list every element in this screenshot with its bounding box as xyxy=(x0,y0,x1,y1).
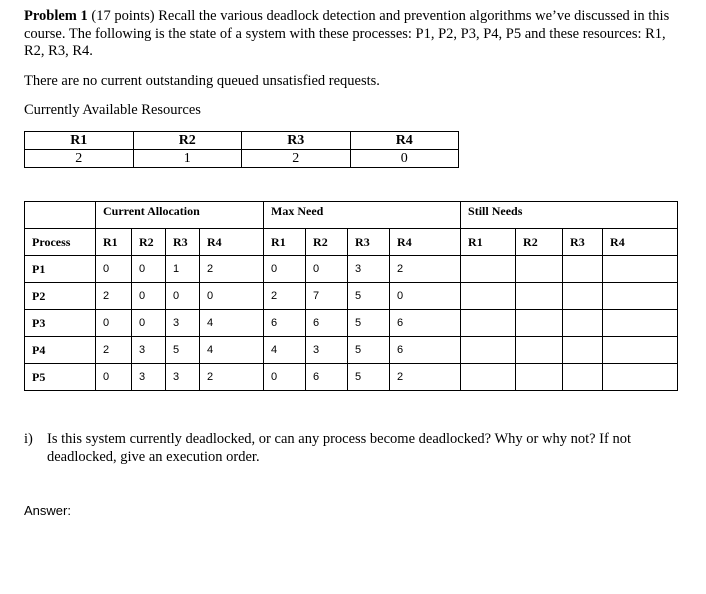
table-row xyxy=(25,283,678,310)
still-needs-r2-header: R2 xyxy=(516,229,563,256)
still-needs-r1-header: R1 xyxy=(461,229,516,256)
allocation-cell: 3 xyxy=(132,337,166,364)
still-needs-input-cell[interactable] xyxy=(516,364,563,391)
still-needs-r3-header: R3 xyxy=(563,229,603,256)
available-value-r4: 0 xyxy=(350,150,459,168)
still-needs-input-cell[interactable] xyxy=(516,310,563,337)
max-need-cell: 5 xyxy=(348,364,390,391)
process-group-spacer xyxy=(25,202,96,229)
still-needs-input-cell[interactable] xyxy=(603,283,678,310)
still-needs-input-cell[interactable] xyxy=(563,256,603,283)
max-need-r3-header: R3 xyxy=(348,229,390,256)
still-needs-input-cell[interactable] xyxy=(516,283,563,310)
still-needs-input-cell[interactable] xyxy=(516,337,563,364)
available-resources-table xyxy=(24,131,459,168)
allocation-cell: 0 xyxy=(132,310,166,337)
no-requests-note: There are no current outstanding queued unsatisfied requests. xyxy=(24,73,380,89)
available-heading: Currently Available Resources xyxy=(24,102,201,118)
max-need-cell: 0 xyxy=(264,364,306,391)
available-value-r1: 2 xyxy=(25,150,134,168)
still-needs-input-cell[interactable] xyxy=(603,256,678,283)
still-needs-input-cell[interactable] xyxy=(461,364,516,391)
allocation-cell: 4 xyxy=(200,337,264,364)
still-needs-group-header: Still Needs xyxy=(461,202,678,229)
allocation-cell: 2 xyxy=(96,337,132,364)
table-row xyxy=(25,310,678,337)
max-need-cell: 6 xyxy=(306,364,348,391)
allocation-r2-header: R2 xyxy=(132,229,166,256)
process-name-cell: P1 xyxy=(25,256,96,283)
max-need-cell: 3 xyxy=(348,256,390,283)
problem-title: Problem 1 xyxy=(24,8,88,24)
max-need-cell: 0 xyxy=(264,256,306,283)
question-text: Is this system currently deadlocked, or can any process become deadlocked? Why or why not? If not deadlocked, give an execution order. xyxy=(47,431,631,465)
max-need-r2-header: R2 xyxy=(306,229,348,256)
still-needs-input-cell[interactable] xyxy=(563,310,603,337)
still-needs-input-cell[interactable] xyxy=(461,283,516,310)
still-needs-input-cell[interactable] xyxy=(563,337,603,364)
max-need-cell: 0 xyxy=(306,256,348,283)
table-row xyxy=(25,256,678,283)
available-value-row xyxy=(25,150,459,168)
allocation-cell: 0 xyxy=(132,256,166,283)
allocation-r1-header: R1 xyxy=(96,229,132,256)
allocation-cell: 2 xyxy=(96,283,132,310)
allocation-cell: 3 xyxy=(166,364,200,391)
available-header-r3: R3 xyxy=(242,132,351,150)
allocation-cell: 2 xyxy=(200,256,264,283)
process-name-cell: P4 xyxy=(25,337,96,364)
max-need-r4-header: R4 xyxy=(390,229,461,256)
allocation-group-header: Current Allocation xyxy=(96,202,264,229)
max-need-cell: 5 xyxy=(348,283,390,310)
max-need-cell: 6 xyxy=(390,337,461,364)
question-number: i) xyxy=(24,431,33,447)
allocation-cell: 3 xyxy=(166,310,200,337)
available-value-r2: 1 xyxy=(133,150,242,168)
still-needs-input-cell[interactable] xyxy=(603,337,678,364)
allocation-cell: 0 xyxy=(96,310,132,337)
process-rows xyxy=(25,256,678,391)
process-state-table xyxy=(24,201,678,391)
still-needs-input-cell[interactable] xyxy=(461,337,516,364)
max-need-cell: 7 xyxy=(306,283,348,310)
available-value-r3: 2 xyxy=(242,150,351,168)
problem-intro: (17 points) Recall the various deadlock detection and prevention algorithms we’ve discussed in this course. The following is the state of a system with these processes: P1, P2, P3, P4, P5 and these resources: R1, R2, R3, R4. xyxy=(24,8,670,59)
max-need-cell: 6 xyxy=(264,310,306,337)
process-name-cell: P5 xyxy=(25,364,96,391)
column-header-row xyxy=(25,229,678,256)
allocation-cell: 5 xyxy=(166,337,200,364)
still-needs-input-cell[interactable] xyxy=(563,364,603,391)
problem-statement xyxy=(24,8,684,61)
max-need-cell: 4 xyxy=(264,337,306,364)
allocation-r4-header: R4 xyxy=(200,229,264,256)
available-header-row xyxy=(25,132,459,150)
max-need-cell: 2 xyxy=(264,283,306,310)
max-need-cell: 2 xyxy=(390,364,461,391)
still-needs-input-cell[interactable] xyxy=(516,256,563,283)
still-needs-input-cell[interactable] xyxy=(603,364,678,391)
allocation-cell: 0 xyxy=(132,283,166,310)
max-need-r1-header: R1 xyxy=(264,229,306,256)
process-name-cell: P2 xyxy=(25,283,96,310)
still-needs-input-cell[interactable] xyxy=(461,256,516,283)
max-need-cell: 6 xyxy=(390,310,461,337)
max-need-cell: 5 xyxy=(348,337,390,364)
allocation-cell: 1 xyxy=(166,256,200,283)
allocation-cell: 4 xyxy=(200,310,264,337)
allocation-cell: 0 xyxy=(166,283,200,310)
still-needs-input-cell[interactable] xyxy=(563,283,603,310)
table-row xyxy=(25,337,678,364)
answer-label: Answer: xyxy=(24,503,71,518)
still-needs-input-cell[interactable] xyxy=(603,310,678,337)
max-need-cell: 5 xyxy=(348,310,390,337)
allocation-cell: 0 xyxy=(200,283,264,310)
question-i xyxy=(24,430,684,466)
allocation-cell: 0 xyxy=(96,256,132,283)
available-header-r1: R1 xyxy=(25,132,134,150)
still-needs-r4-header: R4 xyxy=(603,229,678,256)
allocation-cell: 0 xyxy=(96,364,132,391)
process-name-cell: P3 xyxy=(25,310,96,337)
max-need-cell: 0 xyxy=(390,283,461,310)
max-need-cell: 2 xyxy=(390,256,461,283)
allocation-cell: 3 xyxy=(132,364,166,391)
group-header-row xyxy=(25,202,678,229)
available-header-r2: R2 xyxy=(133,132,242,150)
table-row xyxy=(25,364,678,391)
max-need-group-header: Max Need xyxy=(264,202,461,229)
allocation-cell: 2 xyxy=(200,364,264,391)
still-needs-input-cell[interactable] xyxy=(461,310,516,337)
allocation-r3-header: R3 xyxy=(166,229,200,256)
process-column-header: Process xyxy=(25,229,96,256)
max-need-cell: 3 xyxy=(306,337,348,364)
available-header-r4: R4 xyxy=(350,132,459,150)
max-need-cell: 6 xyxy=(306,310,348,337)
